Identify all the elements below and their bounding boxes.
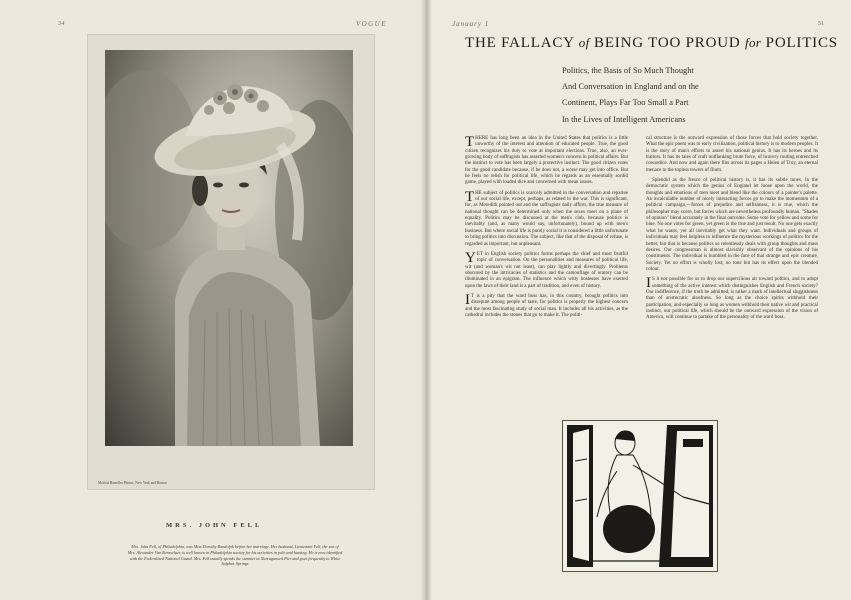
right-folio: 51: [818, 21, 824, 27]
paragraph: [465, 291, 628, 319]
deck-line: In the Lives of Intelligent Americans: [562, 114, 686, 124]
magazine-name: VOGUE: [356, 20, 388, 28]
caption-body: Mrs. John Fell, of Philadelphia, was Miss Dorothy Randolph before her marriage. Her husband, Lieutenant Fell, the son of Mrs. Alexander Van Rensselaer, is well known in Philadelphia society for his activities in polo and hunting. He is now identified with the Federalized National Guard. Mrs. Fell usually spends the summer at Narragansett Pier and goes frequently to White Sulphur Springs: [127, 544, 343, 567]
drop-cap: T: [465, 134, 475, 150]
deck-line: And Conversation in England and on the: [562, 82, 699, 92]
page-gutter: [420, 0, 432, 600]
paragraph-text: S it not possible for us to drop our supercilious air toward politics, and to adopt something of the active interest which distinguishes English and French society? Our indifference, if the truth be admitted, is rather a mark of intellectual sluggishness than of aristocratic aloofness. So long as the choice spirits withhold their participation, and especially so long as women withhold their native wit and practical instinct, our political life, which should be the outward expression of the vision of America, will continue to partake of the personality of the ward boss.: [646, 277, 818, 321]
headline-part: BEING TOO PROUD: [589, 35, 746, 51]
running-head-date: January 1: [452, 20, 490, 28]
paragraph-text: T is a pity that the ward boss has, in this country, brought politics into disrepute among people of taste, for politics is properly the highest concern and the most fascinating study of social man. It includes all his activities, as the cathedral includes the stones that go to make it. The politi-: [465, 293, 628, 318]
paragraph: [465, 136, 628, 187]
headline-part: THE FALLACY: [465, 35, 579, 51]
headline-italic-of: of: [578, 35, 590, 50]
deck-line: Politics, the Basis of So Much Thought: [562, 66, 694, 75]
article-deck: [562, 63, 762, 128]
paragraph-text: HE subject of politics is scarcely admitted in the conversation and repartee of our social life, except, perhaps, as related to the war. This is significant, for, as Meredith pointed out and the suffragists daily affirm, the true measure of national thought can be determined only when the sexes meet on a plane of equality. Politics may be discussed at the men's club, because politics is inevitably (and, as many would say, unfortunately), bound up with men's business. But where social life is purely social it is considered a little unfortunate to bring politics into discussion. The subject, like that of the disposal of refuse, is regarded as important, but unpleasant.: [465, 190, 628, 247]
drop-cap: I: [465, 291, 470, 308]
article-illustration: [562, 420, 718, 572]
article-column-1: [465, 136, 628, 323]
deck-line: Continent, Plays Far Too Small a Part: [562, 98, 689, 108]
headline-italic-for: for: [745, 35, 762, 50]
photo-credit: Moffett Hasteller Photos, New York and Boston: [98, 481, 168, 485]
portrait-figure: [105, 50, 353, 446]
drop-cap: Y: [465, 249, 476, 266]
paragraph-text: ET in English society politics forms perhaps the chief and most fruitful topic of conversation. On the personalities and measures of political life, wit (and woman's wit not least), can play lightly and divertingly. Problems obscured by the intricacies of statistics and the camouflage of oratory can be illuminated in an epigram. The influence which witty hostesses have exerted upon the laws of their land is a part of tradition, and even of history.: [465, 251, 628, 289]
paragraph: [646, 136, 818, 174]
drop-cap: T: [465, 188, 475, 205]
illustration-drawing: [563, 421, 717, 571]
paragraph: [465, 188, 628, 248]
caption-title: MRS. JOHN FELL: [166, 522, 263, 529]
article-column-2: [646, 136, 818, 326]
paragraph-text: HERE has long been an idea in the United States that politics is a little unworthy of the interest and attention of educated people. True, the good citizen recognizes his duty to vote at important elections. True, also, an ever-growing body of suffragists has asserted women's concern in political affairs. But the instinct to vote has been largely a protective instinct. The good citizen votes for the good candidate because, if he does not, a worse may get into office. But he feels no relish for political life, which he regards as an essentially sordid game, played with loaded dice and concerned with mean issues.: [465, 136, 628, 186]
paragraph: [465, 249, 628, 290]
paragraph-text: cal structure is the outward expression of those forces that hold society together. What the epic poem was to early civilization, political history is to modern peoples. It is the story of man's efforts to assert his national genius. It has its heroes and its traitors. It has its tales of craft outflanking brute force, of bravery routing entrenched cowardice. And now and again there flits across its pages a Helen of Troy, an eternal menace to the topless towers of Ilium.: [646, 136, 818, 173]
drop-cap: I: [646, 275, 651, 292]
headline-part: POLITICS: [761, 35, 838, 51]
left-folio: 34: [58, 21, 65, 27]
portrait-photo: [105, 50, 353, 446]
paragraph: [646, 277, 818, 321]
paragraph-text: Splendid as the fresco of political history is, it has its subtle tones. In the democratic system which the genius of England let loose upon the world, the thoughts and emotions of men meet and blend like the colours of a painter's palette. An incalculable number of nicely interacting forces go to make the momentum of a political campaign,—forces of prejudice and selfishness, it is true, which the philosopher may scorn, but forces which are nevertheless profoundly human. "Shades of opinion" blend accurately in the final outcome. Some vote for yellow and some for blue. No one votes for green, yet green is the true and just result. No one gets exactly what he wants, yet all inevitably get what they want. Individuals and groups of individuals may feel helpless to influence the mysterious workings of politics for the better, but that is because politics so relentlessly deals with group thoughts and mass desires. Our congressman is almost slavishly observant of the opinions of his constituents. The individual is humbled in the face of that strange and epic creature, Society. Yet no effort is wholly lost; no tone but has its effect upon the blended colour.: [646, 178, 818, 272]
paragraph: [646, 178, 818, 273]
article-headline: [465, 35, 838, 52]
